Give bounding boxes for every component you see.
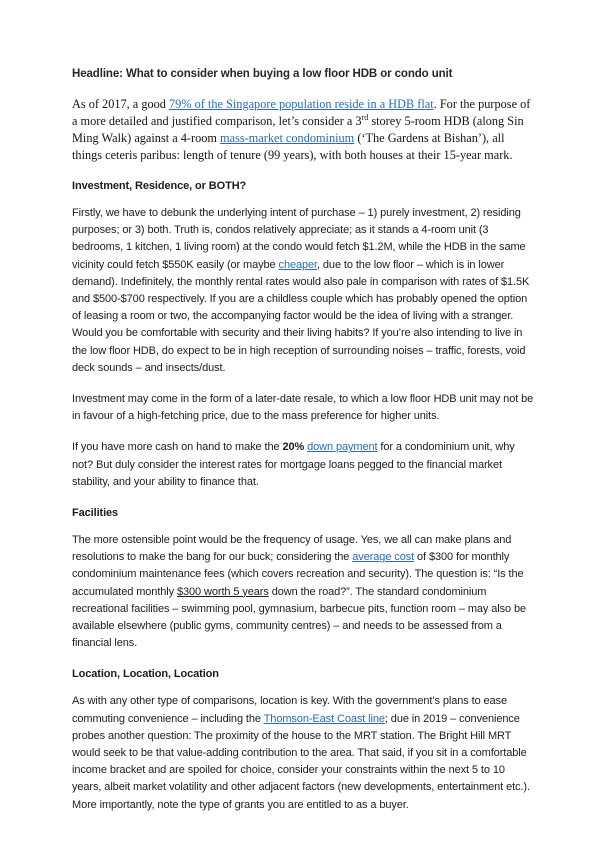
- text-run: (‘The Gardens at Bishan’), all things ceteris paribus: length of tenure (99 years), with both houses at their 15-year mark.: [72, 131, 513, 162]
- text-run: . For the purpose of a more detailed and justified comparison, let’s consider a 3: [72, 97, 531, 128]
- section-heading: Location, Location, Location: [72, 668, 219, 681]
- text-run: storey 5-room HDB (along Sin Ming Walk) against a 4-room: [72, 114, 524, 145]
- text-run: for a condominium unit, why not? But duly consider the interest rates for mortgage loans pegged to the financial market stability, and your ability to finance that.: [72, 441, 515, 488]
- hyperlink[interactable]: average cost: [352, 551, 415, 564]
- document-headline: Headline: What to consider when buying a low floor HDB or condo unit: [72, 68, 453, 80]
- text-run: As with any other type of comparisons, location is key. With the government’s plans to ease commuting convenience – including the: [72, 695, 507, 725]
- text-run: The more ostensible point would be the frequency of usage. Yes, we all can make plans and resolutions to make the bang for our buck; considering the: [72, 534, 512, 564]
- hyperlink[interactable]: cheaper: [278, 258, 317, 271]
- text-run: As of 2017, a good: [72, 97, 170, 111]
- paragraph: [72, 96, 534, 164]
- hyperlink[interactable]: Thomson-East Coast line: [263, 712, 385, 725]
- hyperlink[interactable]: mass-market condominium: [220, 131, 355, 145]
- text-run: of $300 for monthly condominium maintenance fees (which covers recreation and security). The question is: “Is the accumulated monthly: [72, 551, 524, 598]
- text-run: down the road?”. The standard condominium recreational facilities – swimming pool, gymnasium, barbecue pits, function room – may also be available elsewhere (public gyms, community centres) – and needs to be assessed from a financial lens.: [72, 585, 527, 650]
- text-run: , due to the low floor – which is in lower demand). Indefinitely, the monthly rental rates would also pale in comparison with rates of $1.5K and $500-$700 respectively. If you are a childless couple which has probably opened the option of leasing a room or two, the accompanying factor would be the idea of living with a stranger. Would you be comfortable with security and their living habits? If you’re also intending to live in the low floor HDB, do expect to be in high reception of surrounding noises – traffic, forests, void deck sounds – and insects/dust.: [72, 258, 530, 374]
- hyperlink[interactable]: 79% of the Singapore population reside in a HDB flat: [169, 97, 434, 111]
- section-heading: Investment, Residence, or BOTH?: [72, 180, 247, 192]
- paragraph: [72, 391, 534, 425]
- text-run: Investment may come in the form of a later-date resale, to which a low floor HDB unit may not be in favour of a high-fetching price, due to the mass preference for higher units.: [72, 393, 534, 423]
- text-run: If you have more cash on hand to make the: [72, 441, 283, 454]
- superscript-text: rd: [361, 112, 369, 122]
- paragraph: [72, 439, 534, 491]
- paragraph: [72, 693, 534, 813]
- hyperlink[interactable]: down payment: [307, 441, 378, 454]
- section-heading: Facilities: [72, 507, 119, 520]
- paragraph: [72, 532, 534, 652]
- underlined-text: $300 worth 5 years: [177, 585, 269, 598]
- text-run: Firstly, we have to debunk the underlying intent of purchase – 1) purely investment, 2) residing purposes; or 3) both. Truth is, condos relatively appreciate; as it stands a 4-room unit (3 bedrooms, 1 kitchen, 1 living room) at the condo would fetch $1.2M, while the HDB in the same vicinity could fetch $550K easily (or maybe: [72, 207, 526, 271]
- text-run: ; due in 2019 – convenience probes another question: The proximity of the house to the MRT station. The Bright Hill MRT would seek to be that value-adding contribution to the area. That said, if you sit in a comfortable income bracket and are spoiled for choice, consider your constraints within the next 5 to 10 years, albeit market volatility and other adjacent factors (new developments, entertainment etc.). More importantly, note the type of grants you are entitled to as a buyer.: [72, 712, 530, 811]
- bold-text: 20%: [282, 441, 305, 454]
- paragraph: [72, 205, 534, 377]
